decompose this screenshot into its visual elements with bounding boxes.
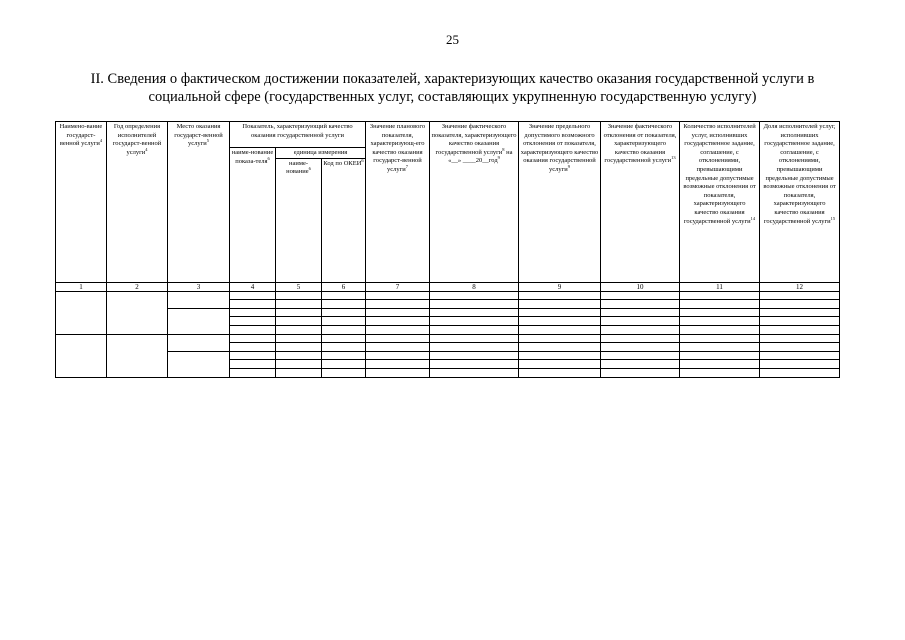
table-cell (366, 325, 430, 334)
table-cell (230, 351, 276, 360)
column-numbers-row (56, 282, 840, 291)
table-row (56, 291, 840, 300)
table-cell (366, 343, 430, 352)
table-cell (601, 325, 680, 334)
header-indicator-group: Показатель, характеризующий качество оказания государственной услуги (230, 122, 366, 148)
header-plan-value: Значение планового показателя, характеризующ-его качество оказания государст-венной услуги$^7$ (366, 122, 430, 283)
table-cell (601, 291, 680, 300)
table-cell (680, 343, 760, 352)
table-cell (430, 325, 519, 334)
table-row (56, 351, 840, 360)
column-number: 6 (322, 282, 366, 291)
column-number: 11 (680, 282, 760, 291)
table-cell (366, 308, 430, 317)
table-row (56, 334, 840, 343)
table-cell (322, 300, 366, 309)
table-cell (366, 368, 430, 377)
table-cell (230, 317, 276, 326)
table-cell (168, 308, 230, 334)
table-cell (366, 317, 430, 326)
table-cell (430, 351, 519, 360)
table-cell (168, 334, 230, 351)
table-cell (322, 360, 366, 369)
table-row (56, 308, 840, 317)
header-year: Год определения исполнителей государст-венной услуги$^4$ (107, 122, 168, 283)
table-cell (680, 325, 760, 334)
table-cell (430, 300, 519, 309)
table-cell (322, 351, 366, 360)
table-cell (519, 325, 601, 334)
table-cell (276, 291, 322, 300)
table-cell (366, 351, 430, 360)
table-cell (230, 334, 276, 343)
table-cell (322, 368, 366, 377)
table-cell (230, 360, 276, 369)
table-cell (230, 291, 276, 300)
table-cell (760, 291, 840, 300)
header-unit-name: наиме-нование$^6$ (276, 158, 322, 282)
table-cell (276, 360, 322, 369)
table-cell (276, 300, 322, 309)
table-cell (230, 368, 276, 377)
table-cell (107, 291, 168, 334)
column-number: 2 (107, 282, 168, 291)
table-cell (276, 317, 322, 326)
table-cell (276, 343, 322, 352)
header-fact-deviation: Значение фактического отклонения от показателя, характеризующего качество оказания государственной услуги$^{13}$ (601, 122, 680, 283)
table-cell (519, 334, 601, 343)
table-cell (601, 351, 680, 360)
table-cell (430, 317, 519, 326)
table-cell (680, 351, 760, 360)
table-cell (680, 334, 760, 343)
column-number: 8 (430, 282, 519, 291)
table-cell (276, 325, 322, 334)
section-title: II. Сведения о фактическом достижении показателей, характеризующих качество оказания государственной услуги в социальной сфере (государственных услуг, составляющих укрупненную государственную услугу) (90, 71, 815, 105)
table-cell (519, 308, 601, 317)
table-cell (322, 343, 366, 352)
table-cell (601, 300, 680, 309)
table-cell (168, 291, 230, 308)
table-cell (430, 360, 519, 369)
table-cell (430, 368, 519, 377)
header-place: Место оказания государст-венной услуги$^5$ (168, 122, 230, 283)
header-service-name: Наимено-вание государст-венной услуги$^4$ (56, 122, 107, 283)
table-cell (519, 300, 601, 309)
table-cell (276, 368, 322, 377)
header-fact-value: Значение фактического показателя, характеризующего качество оказания государственной услуги$^8$ на «__» ____20__год$^9$ (430, 122, 519, 283)
table-cell (366, 334, 430, 343)
table-cell (322, 308, 366, 317)
table-cell (760, 317, 840, 326)
table-cell (56, 291, 107, 334)
column-number: 7 (366, 282, 430, 291)
table-cell (760, 308, 840, 317)
table-cell (601, 334, 680, 343)
table-cell (680, 308, 760, 317)
table-cell (760, 343, 840, 352)
table-cell (519, 368, 601, 377)
table-cell (276, 334, 322, 343)
table-cell (322, 325, 366, 334)
table-cell (430, 343, 519, 352)
table-cell (107, 334, 168, 377)
table-cell (680, 291, 760, 300)
table-cell (230, 325, 276, 334)
table-cell (601, 317, 680, 326)
header-okei-code: Код по ОКЕИ$^6$ (322, 158, 366, 282)
header-executors-share: Доля исполнителей услуг, исполнивших государственное задание, соглашение, с отклонениями, превышающими предельные допустимые возможные отклонения от показателя, характеризующего качество оказания государственной услуги$^{15}$ (760, 122, 840, 283)
table-cell (430, 291, 519, 300)
table-cell (168, 351, 230, 377)
page-number: 25 (446, 32, 459, 47)
table-cell (760, 368, 840, 377)
table-cell (230, 343, 276, 352)
table-cell (760, 360, 840, 369)
table-cell (680, 360, 760, 369)
column-number: 1 (56, 282, 107, 291)
table-cell (680, 368, 760, 377)
header-limit-deviation: Значение предельного допустимого возможного отклонения от показателя, характеризующего качество оказания государственной услуги$^9$ (519, 122, 601, 283)
column-number: 12 (760, 282, 840, 291)
table-cell (519, 291, 601, 300)
table-cell (760, 300, 840, 309)
table-cell (230, 300, 276, 309)
table-cell (760, 351, 840, 360)
table-cell (519, 351, 601, 360)
column-number: 5 (276, 282, 322, 291)
indicators-table (55, 121, 840, 378)
table-cell (519, 343, 601, 352)
header-unit-group: единица измерения (276, 148, 366, 159)
table-cell (56, 334, 107, 377)
table-cell (322, 291, 366, 300)
header-executors-count: Количество исполнителей услуг, исполнивших государственное задание, соглашение, с отклонениями, превышающими предельные допустимые возможные отклонения от показателя, характеризующего качество оказания государственной услуги$^{14}$ (680, 122, 760, 283)
table-cell (601, 343, 680, 352)
table-cell (366, 300, 430, 309)
table-cell (366, 360, 430, 369)
table-cell (276, 308, 322, 317)
table-cell (680, 317, 760, 326)
column-number: 3 (168, 282, 230, 291)
header-indicator-name: наиме-нование показа-теля$^6$ (230, 148, 276, 283)
table-cell (760, 325, 840, 334)
column-number: 9 (519, 282, 601, 291)
column-number: 10 (601, 282, 680, 291)
column-number: 4 (230, 282, 276, 291)
table-cell (601, 368, 680, 377)
table-cell (680, 300, 760, 309)
table-cell (230, 308, 276, 317)
table-cell (430, 334, 519, 343)
table-cell (430, 308, 519, 317)
table-cell (322, 334, 366, 343)
table-cell (519, 317, 601, 326)
table-cell (601, 308, 680, 317)
table-cell (760, 334, 840, 343)
table-cell (366, 291, 430, 300)
table-cell (276, 351, 322, 360)
table-cell (519, 360, 601, 369)
table-cell (601, 360, 680, 369)
table-cell (322, 317, 366, 326)
